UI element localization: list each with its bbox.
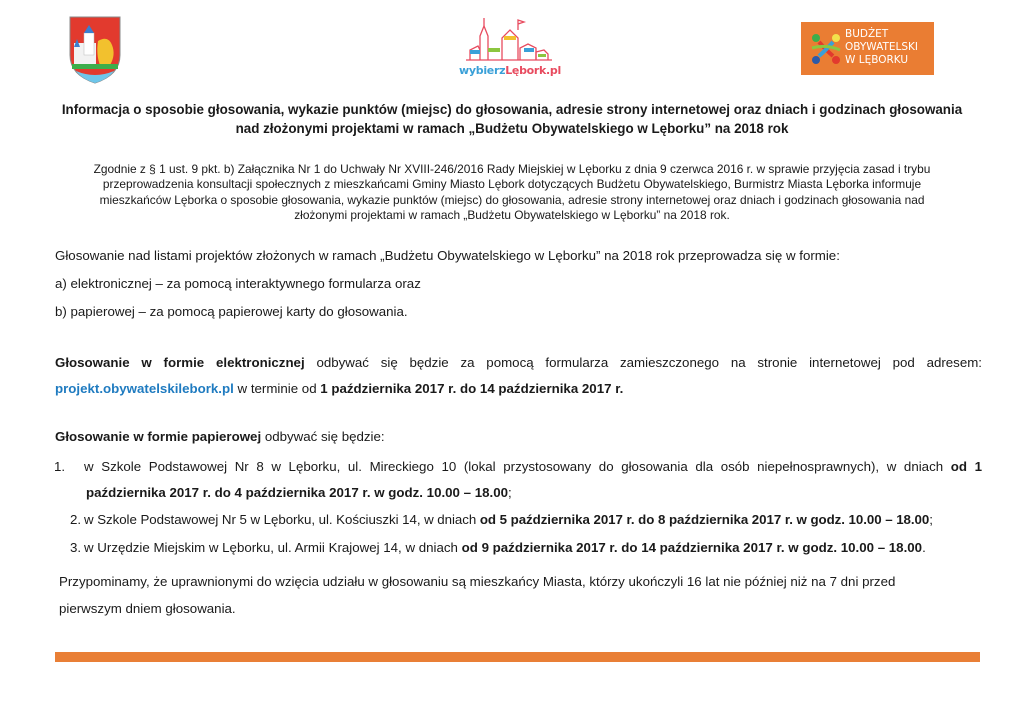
intro-line: przeprowadzenia konsultacji społecznych z mieszkańcami Gminy Miasto Lębork dotyczących Budżetu Obywatelskiego, Burmistrz Miasta Lęborka informuje — [102, 177, 922, 192]
paper-voting-heading: Głosowanie w formie papierowej — [55, 429, 262, 444]
intro-line: Zgodnie z § 1 ust. 9 pkt. b) Załącznika Nr 1 do Uchwały Nr XVIII-246/2016 Rady Miejskiej w Lęborku z dnia 9 czerwca 2016 r. w sprawie przyjęcia zasad i trybu — [93, 162, 931, 176]
voting-website-link[interactable]: projekt.obywatelskilebork.pl — [55, 381, 234, 396]
wybierz-lebork-logo — [440, 14, 580, 78]
intro-line: złożonymi projektami w ramach „Budżetu Obywatelskiego w Lęborku” na 2018 rok. — [294, 208, 730, 223]
eligibility-reminder: Przypominamy, że uprawnionymi do wzięcia udziału w głosowaniu są mieszkańcy Miasta, którzy ukończyli 16 lat nie później niż na 7 dni przed pierwszym dniem głosowania. — [59, 574, 896, 616]
paper-voting-lead: Głosowanie w formie papierowej odbywać się będzie: — [55, 429, 385, 444]
form-option-a: a) elektronicznej – za pomocą interaktywnego formularza oraz — [55, 276, 421, 291]
lebork-coat-of-arms-logo — [68, 15, 122, 85]
paper-location-item-2: 2. w Szkole Podstawowej Nr 5 w Lęborku, ul. Kościuszki 14, w dniach od 5 października 2017 r. do 8 października 2017 r. w godz. 10.00 – 18.00; — [70, 512, 933, 527]
town-skyline-icon — [440, 14, 580, 64]
title-line-1: Informacja o sposobie głosowania, wykazie punktów (miejsc) do głosowania, adresie strony internetowej oraz dniach i godzinach głosowania — [61, 102, 963, 117]
electronic-voting-heading: Głosowanie w formie elektronicznej — [55, 355, 305, 370]
forms-lead: Głosowanie nad listami projektów złożonych w ramach „Budżetu Obywatelskiego w Lęborku” na 2018 rok przeprowadza się w formie: — [55, 248, 840, 263]
electronic-voting-paragraph: Głosowanie w formie elektronicznej odbywać się będzie za pomocą formularza zamieszczonego na stronie internetowej pod adresem: projekt.obywatelskilebork.pl w terminie od 1 października 2017 r. do 14 października 2017 r. — [55, 355, 982, 396]
paper-location-item-1: 1. w Szkole Podstawowej Nr 8 w Lęborku, ul. Mireckiego 10 (lokal przystosowany do głosowania dla osób niepełnosprawnych), w dniach od 1 października 2017 r. do 4 października 2017 r. w godz. 10.00 – 18.00; — [54, 459, 982, 500]
intro-paragraph — [60, 162, 964, 224]
wybierz-lebork-logo-text: wybierzLębork.pl — [459, 64, 561, 77]
footer-orange-bar — [55, 652, 980, 662]
paper-location-item-3: 3. w Urzędzie Miejskim w Lęborku, ul. Armii Krajowej 14, w dniach od 9 października 2017 r. do 14 października 2017 r. w godz. 10.00 – 18.00. — [70, 540, 926, 555]
budzet-obywatelski-logo — [801, 22, 934, 75]
document-title — [40, 100, 984, 138]
budzet-obywatelski-logo-text: BUDŻET OBYWATELSKI W LĘBORKU — [845, 28, 919, 66]
people-circle-icon — [809, 30, 843, 68]
form-option-b: b) papierowej – za pomocą papierowej karty do głosowania. — [55, 304, 408, 319]
title-line-2: nad złożonymi projektami w ramach „Budżetu Obywatelskiego w Lęborku” na 2018 rok — [235, 121, 789, 136]
coat-of-arms-icon — [68, 15, 122, 85]
intro-line: mieszkańców Lęborka o sposobie głosowania, wykazie punktów (miejsc) do głosowania, adresie strony internetowej oraz dniach i godzinach głosowania nad — [99, 192, 925, 207]
electronic-voting-dates: 1 października 2017 r. do 14 października 2017 r. — [320, 381, 624, 396]
